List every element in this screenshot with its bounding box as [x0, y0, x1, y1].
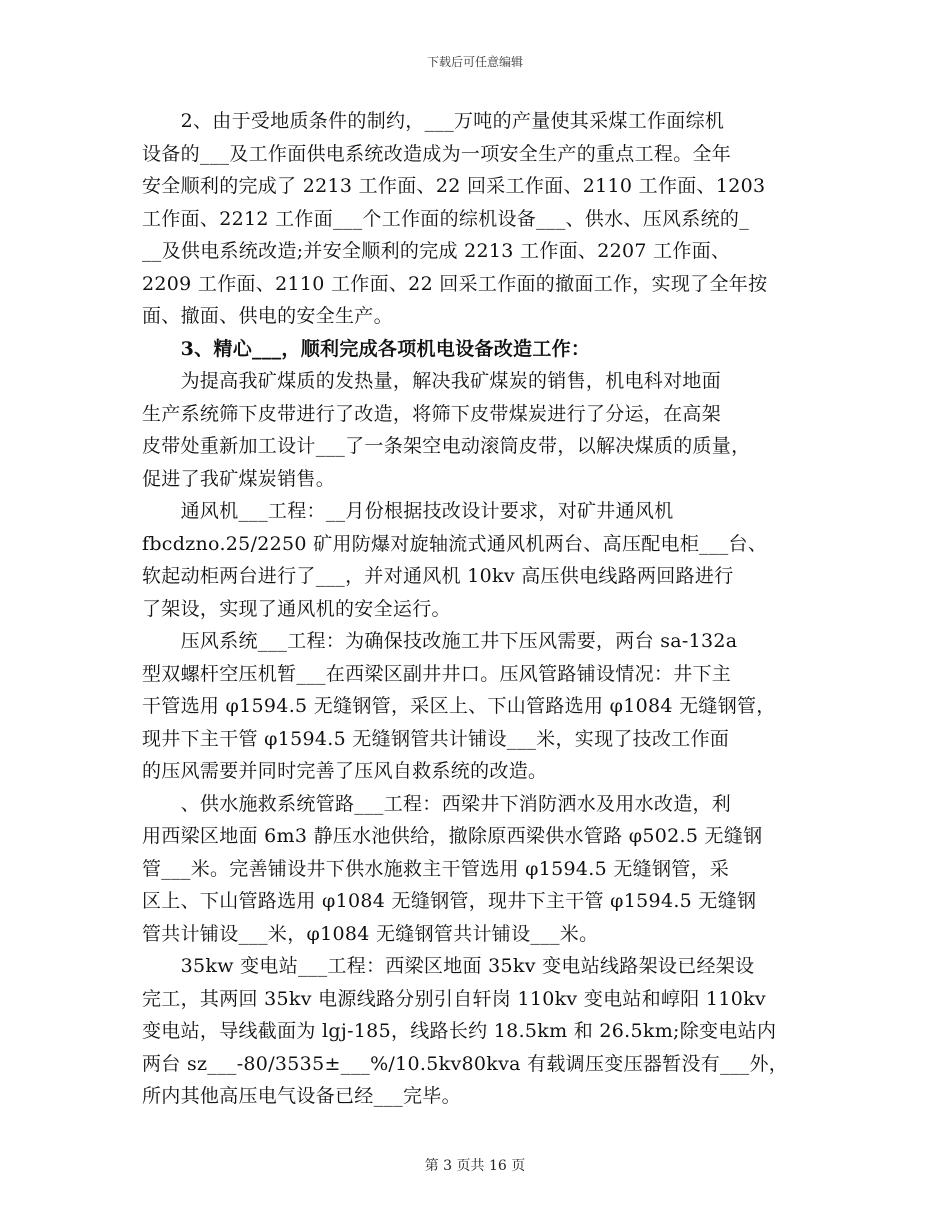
text-line: 2209 工作面、2110 工作面、22 回采工作面的撤面工作，实现了全年按 [142, 272, 768, 295]
document-body [142, 105, 832, 1113]
text-line: 干管选用 φ1594.5 无缝钢管，采区上、下山管路选用 φ1084 无缝钢管， [142, 695, 776, 717]
text-line: 工作面、2212 工作面___个工作面的综机设备___、供水、压风系统的_ [142, 207, 749, 230]
text-line: 管共计铺设___米，φ1084 无缝钢管共计铺设___米。 [142, 922, 599, 945]
section-heading: 3、精心___，顺利完成各项机电设备改造工作： [142, 337, 591, 360]
text-line: 促进了我矿煤炭销售。 [142, 467, 336, 490]
text-line: fbcdzno.25/2250 矿用防爆对旋轴流式通风机两台、高压配电柜___台、 [142, 532, 768, 555]
page-header: 下载后可任意编辑 [426, 55, 523, 69]
text-line: 型双螺杆空压机暂___在西梁区副井井口。压风管路铺设情况：井下主 [142, 662, 732, 685]
text-line: 面、撤面、供电的安全生产。 [142, 305, 393, 327]
text-line: 安全顺利的完成了 2213 工作面、22 回采工作面、2110 工作面、1203 [142, 175, 766, 197]
text-line: 管___米。完善铺设井下供水施救主干管选用 φ1594.5 无缝钢管，采 [142, 857, 730, 880]
text-line: __及供电系统改造;并安全顺利的完成 2213 工作面、2207 工作面、 [142, 240, 731, 262]
text-line: 两台 sz___-80/3535±___%/10.5kv80kva 有载调压变压器暂没有___外， [142, 1052, 789, 1075]
page-footer: 第 3 页共 16 页 [424, 1158, 526, 1174]
text-line: 压风系统___工程：为确保技改施工井下压风需要，两台 sa-132a [142, 630, 738, 652]
text-line: 、供水施救系统管路___工程：西梁井下消防洒水及用水改造，利 [142, 792, 732, 815]
text-line: 变电站，导线截面为 lgj-185，线路长约 18.5km 和 26.5km;除变电站内 [142, 1020, 777, 1042]
text-line: 通风机___工程：__月份根据技改设计要求，对矿井通风机 [142, 500, 674, 522]
text-line: 35kw 变电站___工程：西梁区地面 35kv 变电站线路架设已经架设 [142, 955, 755, 977]
text-line: 所内其他高压电气设备已经___完毕。 [142, 1085, 461, 1107]
text-line: 生产系统筛下皮带进行了改造，将筛下皮带煤炭进行了分运，在高架 [142, 402, 722, 425]
text-line: 2、由于受地质条件的制约，___万吨的产量使其采煤工作面综机 [142, 110, 725, 132]
text-line: 现井下主干管 φ1594.5 无缝钢管共计铺设___米，实现了技改工作面 [142, 727, 730, 750]
text-line: 为提高我矿煤质的发热量，解决我矿煤炭的销售，机电科对地面 [142, 370, 722, 392]
text-line: 区上、下山管路选用 φ1084 无缝钢管，现井下主干管 φ1594.5 无缝钢 [142, 890, 757, 912]
text-line: 软起动柜两台进行了___，并对通风机 10kv 高压供电线路两回路进行 [142, 565, 734, 587]
text-line: 了架设，实现了通风机的安全运行。 [142, 597, 451, 620]
text-line: 设备的___及工作面供电系统改造成为一项安全生产的重点工程。全年 [142, 142, 732, 165]
text-line: 用西梁区地面 6m3 静压水池供给，撤除原西梁供水管路 φ502.5 无缝钢 [142, 825, 763, 847]
text-line: 完工，其两回 35kv 电源线路分别引自轩岗 110kv 变电站和崞阳 110kv [142, 987, 766, 1010]
text-line: 皮带处重新加工设计___了一条架空电动滚筒皮带，以解决煤质的质量， [142, 435, 751, 457]
text-line: 的压风需要并同时完善了压风自救系统的改造。 [142, 760, 548, 782]
